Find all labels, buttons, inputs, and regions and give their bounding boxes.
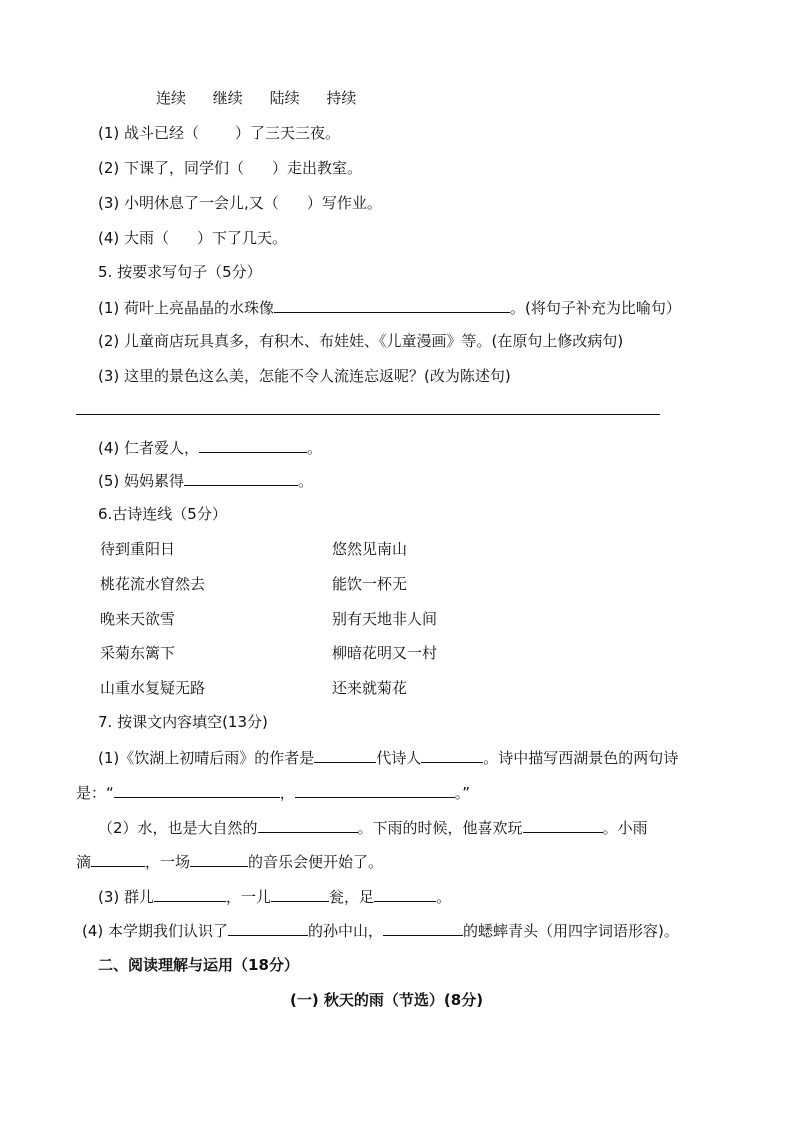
poem-left: 待到重阳日: [100, 540, 176, 558]
word-choice: 继续: [212, 89, 243, 107]
q5-sentence-2: (2) 儿童商店玩具真多，有积木、布娃娃、《儿童漫画》等。(在原句上修改病句): [98, 332, 624, 350]
answer-blank[interactable]: [258, 817, 358, 833]
answer-blank[interactable]: [274, 297, 510, 313]
q7-part-2-cont: 滴 ，一场 的音乐会便开始了。: [76, 853, 384, 871]
q7-part-4: (4) 本学期我们认识了 的孙中山， 的蟋蟀青头（用四字词语形容)。: [82, 922, 679, 940]
answer-blank[interactable]: [228, 920, 308, 936]
q5-sentence-4: (4) 仁者爱人， 。: [98, 439, 323, 457]
answer-line[interactable]: [76, 414, 660, 415]
q4-item-1: (1) 战斗已经（ ）了三天三夜。: [98, 124, 341, 142]
q5-sentence-3: (3) 这里的景色这么美，怎能不令人流连忘返呢？(改为陈述句): [98, 367, 511, 385]
answer-blank[interactable]: [374, 886, 436, 902]
answer-blank[interactable]: [91, 851, 145, 867]
answer-blank[interactable]: [199, 437, 307, 453]
poem-right: 悠然见南山: [332, 540, 408, 558]
answer-blank[interactable]: [184, 470, 298, 486]
q7-part-1: (1)《饮湖上初晴后雨》的作者是 代诗人 。诗中描写西湖景色的两句诗: [98, 749, 679, 767]
poem-left: 桃花流水窅然去: [100, 575, 206, 593]
q4-item-3: (3) 小明休息了一会儿,又（ ）写作业。: [98, 194, 382, 212]
answer-blank[interactable]: [190, 851, 248, 867]
section-2-subheading: (一) 秋天的雨（节选）(8分): [290, 991, 484, 1009]
answer-blank[interactable]: [523, 817, 603, 833]
word-choice: 持续: [326, 89, 357, 107]
answer-blank[interactable]: [295, 782, 455, 798]
q7-heading: 7. 按课文内容填空(13分): [98, 713, 268, 731]
q7-part-2: （2）水，也是大自然的 。下雨的时候，他喜欢玩 。小雨: [98, 819, 648, 837]
word-choice: 陆续: [269, 89, 300, 107]
word-choice: 连续: [156, 89, 187, 107]
answer-blank[interactable]: [314, 747, 376, 763]
poem-right: 别有天地非人间: [332, 610, 438, 628]
poem-left: 晚来天欲雪: [100, 610, 176, 628]
q5-sentence-1: (1) 荷叶上亮晶晶的水珠像 。(将句子补充为比喻句）: [98, 299, 681, 317]
q5-sentence-5: (5) 妈妈累得 。: [98, 472, 314, 490]
q5-heading: 5. 按要求写句子（5分）: [98, 263, 262, 281]
q7-part-1-cont: 是：“ ， 。”: [76, 784, 471, 802]
q4-item-4: (4) 大雨（ ）下了几天。: [98, 229, 288, 247]
q6-heading: 6.古诗连线（5分）: [98, 505, 227, 523]
q7-part-3: (3) 群儿 ，一儿 瓮，足 。: [98, 888, 452, 906]
answer-blank[interactable]: [383, 920, 463, 936]
q4-item-2: (2) 下课了，同学们（ ）走出教室。: [98, 159, 363, 177]
poem-right: 柳暗花明又一村: [332, 644, 438, 662]
answer-blank[interactable]: [154, 886, 226, 902]
answer-blank[interactable]: [114, 782, 280, 798]
poem-left: 山重水复疑无路: [100, 679, 206, 697]
poem-right: 能饮一杯无: [332, 575, 408, 593]
word-choices: [156, 88, 378, 108]
poem-left: 采菊东篱下: [100, 644, 176, 662]
answer-blank[interactable]: [271, 886, 329, 902]
answer-blank[interactable]: [421, 747, 483, 763]
poem-right: 还来就菊花: [332, 679, 408, 697]
section-2-heading: 二、阅读理解与运用（18分）: [98, 956, 299, 974]
